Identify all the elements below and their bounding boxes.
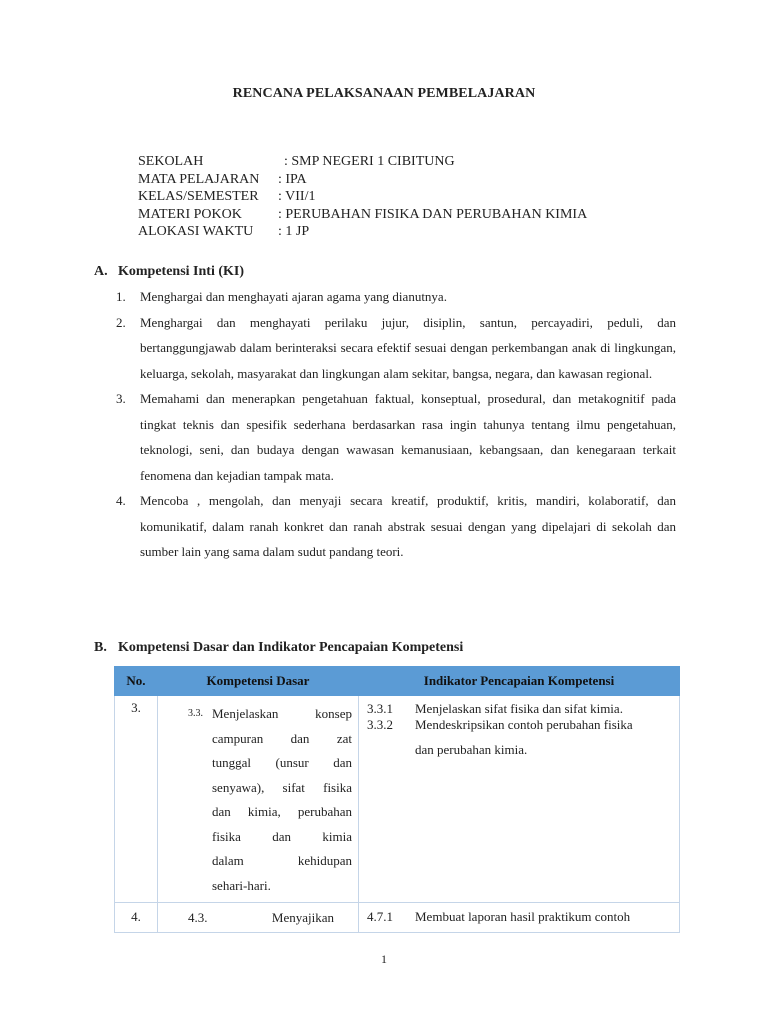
- kd-line: sehari-hari.: [212, 877, 271, 893]
- indicator-text: Menjelaskan sifat fisika dan sifat kimia.: [415, 701, 623, 716]
- indicator-text: Membuat laporan hasil praktikum contoh: [415, 909, 631, 924]
- table-header-row: [115, 667, 680, 696]
- section-letter: A.: [94, 264, 108, 279]
- kd-text: [212, 702, 352, 898]
- info-row-time: [138, 223, 587, 241]
- indicator-cell: [359, 696, 680, 903]
- indicator-text: Mendeskripsikan contoh perubahan fisika: [415, 717, 633, 732]
- list-text: Menghargai dan menghayati ajaran agama yang dianutnya.: [140, 289, 447, 304]
- document-title: RENCANA PELAKSANAAN PEMBELAJARAN: [232, 86, 536, 101]
- indicator-item: [367, 909, 671, 925]
- info-label: SEKOLAH: [138, 154, 204, 169]
- list-item: [116, 386, 676, 488]
- info-label: MATERI POKOK: [138, 206, 242, 222]
- section-title: Kompetensi Dasar dan Indikator Pencapaian Kompetensi: [118, 640, 464, 655]
- section-letter: B.: [94, 640, 107, 655]
- info-row-class: [138, 188, 587, 206]
- section-a-heading: [94, 264, 244, 280]
- page-number: 1: [381, 952, 387, 966]
- table-row: [115, 903, 680, 933]
- info-value: : VII/1: [278, 189, 316, 204]
- info-value: : 1 JP: [278, 224, 310, 239]
- info-label: MATA PELAJARAN: [138, 171, 260, 187]
- info-label: KELAS/SEMESTER: [138, 189, 259, 204]
- kd-number: 3.3.: [188, 708, 203, 719]
- indicator-number: 4.7.1: [367, 909, 393, 924]
- indicator-number: 3.3.1: [367, 701, 393, 716]
- list-number: 2.: [116, 314, 126, 330]
- list-number: 3.: [116, 391, 126, 406]
- kd-cell: [158, 696, 359, 903]
- header-kd: Kompetensi Dasar: [158, 667, 359, 696]
- info-label: ALOKASI WAKTU: [138, 224, 254, 239]
- kd-line: senyawa), sifat fisika: [212, 779, 352, 795]
- info-row-subject: [138, 171, 587, 189]
- info-value: : IPA: [278, 171, 307, 187]
- kd-line: dan kimia, perubahan: [212, 804, 352, 819]
- kd-line: Menjelaskan konsep: [212, 706, 352, 721]
- row-number: 3.: [115, 696, 158, 903]
- list-text: Memahami dan menerapkan pengetahuan faktual, konseptual, prosedural, dan metakognitif pada tingkat teknis dan spesifik sederhana berdasarkan rasa ingin tahunya tentang ilmu pengetahuan, teknologi, seni, dan budaya dengan wawasan kemanusiaan, kebangsaan, dan kenegaraan terkait fenomena dan kejadian tampak mata.: [140, 391, 676, 483]
- section-title: Kompetensi Inti (KI): [118, 264, 244, 279]
- list-number: 4.: [116, 493, 126, 508]
- list-text: Menghargai dan menghayati perilaku jujur, disiplin, santun, percayadiri, peduli, dan bertanggungjawab dalam berinteraksi secara efektif sesuai dengan perkembangan anak di lingkungan, keluarga, sekolah, masyarakat dan lingkungan alam sekitar, bangsa, negara, dan kawasan regional.: [140, 314, 676, 381]
- list-number: 1.: [116, 289, 126, 304]
- info-value: : SMP NEGERI 1 CIBITUNG: [284, 154, 455, 169]
- table-row: [115, 696, 680, 903]
- kd-line: fisika dan kimia: [212, 828, 352, 844]
- kd-number: 4.3.: [188, 910, 208, 925]
- identity-block: [138, 153, 587, 241]
- list-item: [116, 310, 676, 387]
- info-row-school: [138, 153, 587, 171]
- row-number: 4.: [115, 903, 158, 933]
- indicator-number: 3.3.2: [367, 717, 393, 732]
- list-item: [116, 284, 676, 310]
- indicator-item: [367, 701, 671, 717]
- kd-line: dalam kehidupan: [212, 853, 352, 868]
- competence-table: [114, 666, 680, 933]
- indicator-continuation: dan perubahan kimia.: [415, 742, 528, 757]
- header-indicator: Indikator Pencapaian Kompetensi: [359, 667, 680, 696]
- header-no: No.: [115, 667, 158, 696]
- kd-text: Menyajikan: [271, 910, 334, 925]
- list-text: Mencoba , mengolah, dan menyaji secara kreatif, produktif, kritis, mandiri, kolaboratif, dan komunikatif, dalam ranah konkret dan ranah abstrak sesuai dengan yang dipelajari di sekolah dan sumber lain yang sama dalam sudut pandang teori.: [140, 493, 676, 559]
- core-competence-list: [116, 284, 676, 565]
- indicator-cell: [359, 903, 680, 933]
- kd-line: campuran dan zat: [212, 730, 352, 746]
- kd-line: tunggal (unsur dan: [212, 755, 352, 770]
- info-row-topic: [138, 206, 587, 224]
- section-b-heading: [94, 640, 463, 656]
- kd-cell: [158, 903, 359, 933]
- list-item: [116, 488, 676, 565]
- info-value: : PERUBAHAN FISIKA DAN PERUBAHAN KIMIA: [278, 206, 588, 222]
- indicator-item: [367, 717, 671, 733]
